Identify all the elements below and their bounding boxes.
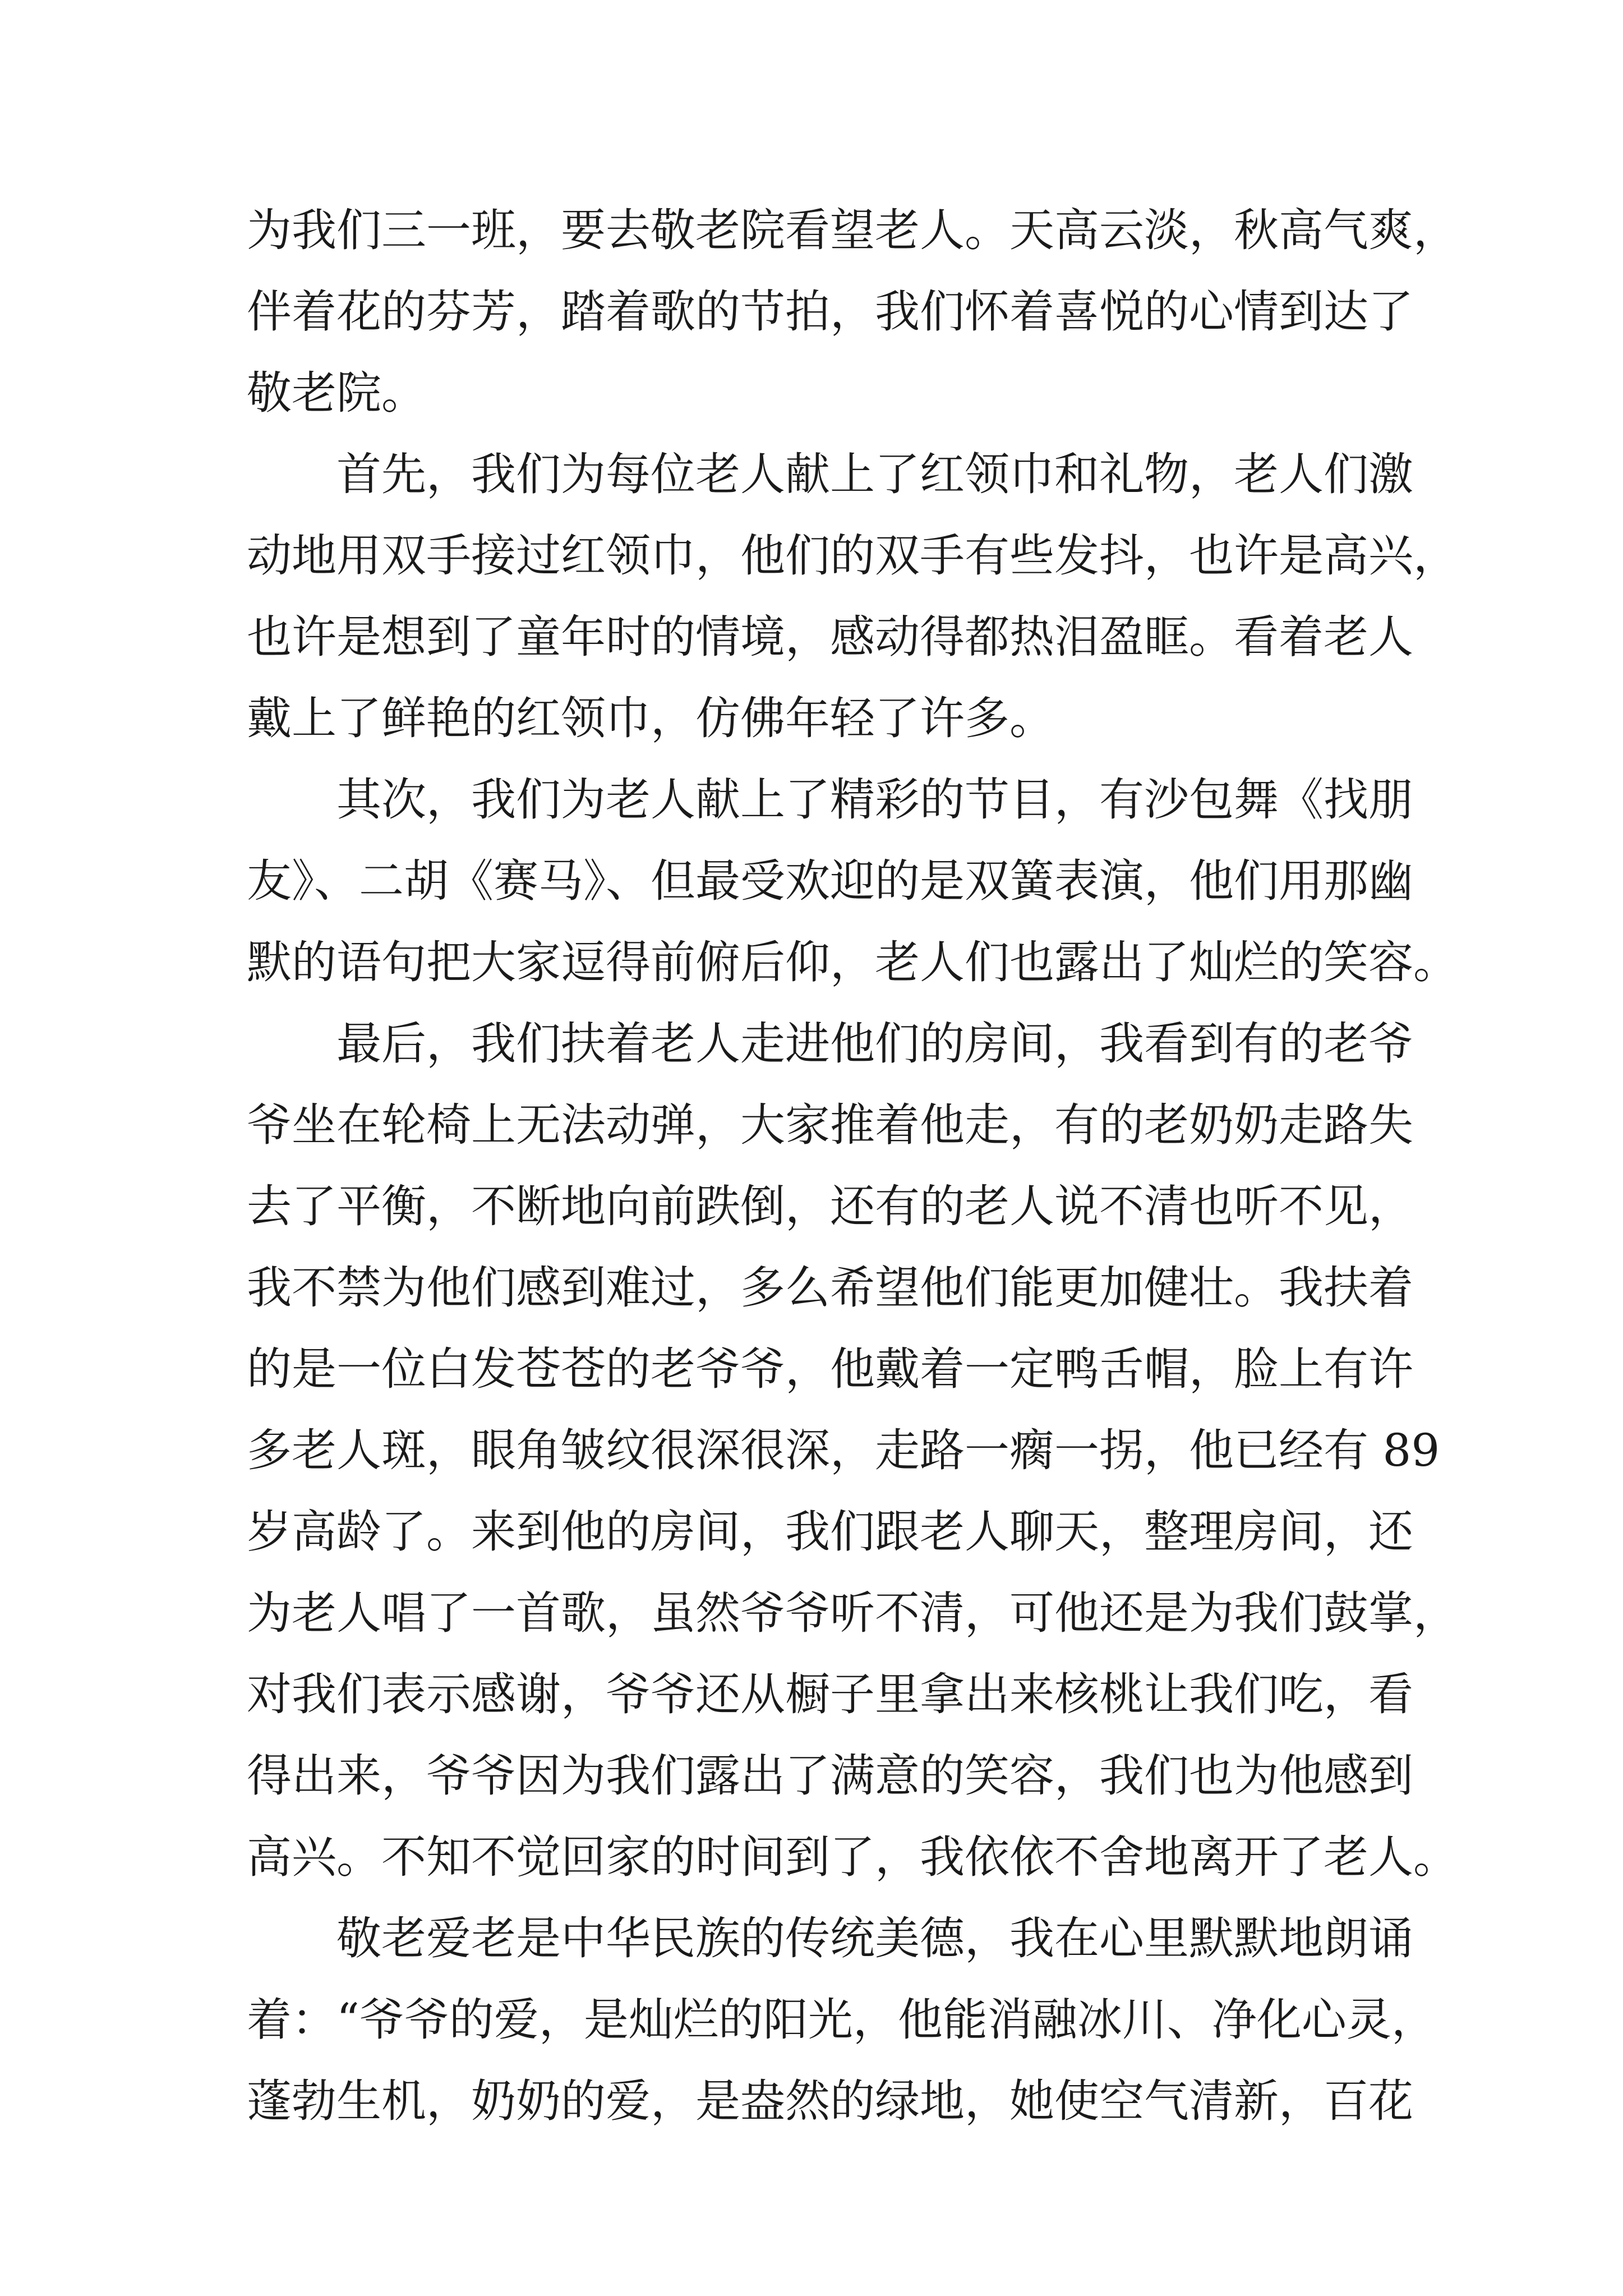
text-line: 伴着花的芬芳，踏着歌的节拍，我们怀着喜悦的心情到达了 — [247, 286, 1413, 338]
text-line: 也许是想到了童年时的情境，感动得都热泪盈眶。看着老人 — [247, 611, 1413, 663]
text-line: 多老人斑，眼角皱纹很深很深，走路一瘸一拐，他已经有 89 — [247, 1424, 1440, 1476]
text-line: 着：“爷爷的爱，是灿烂的阳光，他能消融冰川、净化心灵， — [247, 1994, 1436, 2046]
text-line: 得出来，爷爷因为我们露出了满意的笑容，我们也为他感到 — [247, 1750, 1413, 1802]
text-line: 的是一位白发苍苍的老爷爷，他戴着一定鸭舌帽，脸上有许 — [247, 1343, 1413, 1395]
text-line: 爷坐在轮椅上无法动弹，大家推着他走，有的老奶奶走路失 — [247, 1099, 1413, 1151]
text-line: 其次，我们为老人献上了精彩的节目，有沙包舞《找朋 — [336, 774, 1413, 826]
text-line: 高兴。不知不觉回家的时间到了，我依依不舍地离开了老人。 — [247, 1831, 1458, 1883]
document-body — [247, 190, 1458, 2142]
text-line: 对我们表示感谢，爷爷还从橱子里拿出来核桃让我们吃，看 — [247, 1668, 1413, 1720]
text-line: 为老人唱了一首歌，虽然爷爷听不清，可他还是为我们鼓掌， — [247, 1587, 1458, 1639]
text-line: 敬老爱老是中华民族的传统美德，我在心里默默地朗诵 — [336, 1912, 1413, 1964]
text-line: 我不禁为他们感到难过，多么希望他们能更加健壮。我扶着 — [247, 1262, 1413, 1314]
text-line: 敬老院。 — [247, 367, 426, 419]
text-line: 为我们三一班，要去敬老院看望老人。天高云淡，秋高气爽， — [247, 204, 1458, 256]
text-line: 首先，我们为每位老人献上了红领巾和礼物，老人们激 — [336, 448, 1413, 500]
text-line: 岁高龄了。来到他的房间，我们跟老人聊天，整理房间，还 — [247, 1506, 1413, 1558]
text-line: 动地用双手接过红领巾，他们的双手有些发抖，也许是高兴， — [247, 530, 1458, 582]
text-line: 友》、二胡《赛马》、但最受欢迎的是双簧表演，他们用那幽 — [247, 855, 1413, 907]
text-line: 最后，我们扶着老人走进他们的房间，我看到有的老爷 — [336, 1018, 1413, 1070]
text-line: 默的语句把大家逗得前俯后仰，老人们也露出了灿烂的笑容。 — [247, 936, 1458, 988]
text-line: 蓬勃生机，奶奶的爱，是盎然的绿地，她使空气清新，百花 — [247, 2075, 1413, 2127]
text-line: 去了平衡，不断地向前跌倒，还有的老人说不清也听不见， — [247, 1180, 1413, 1232]
text-line: 戴上了鲜艳的红领巾，仿佛年轻了许多。 — [247, 692, 1054, 744]
